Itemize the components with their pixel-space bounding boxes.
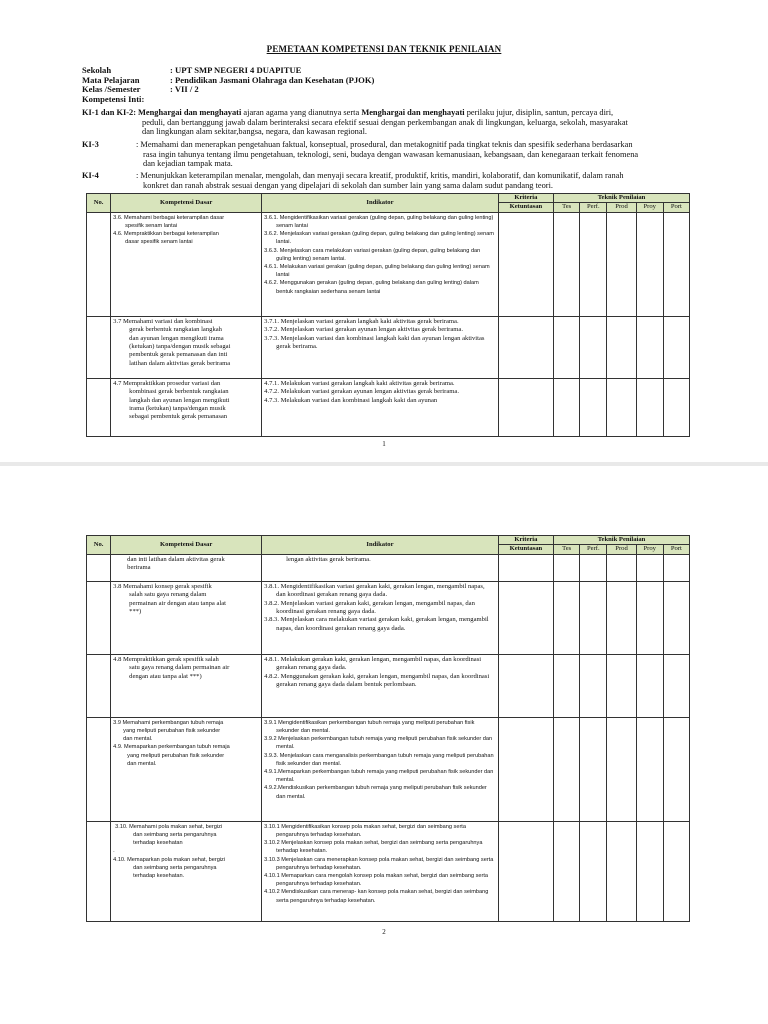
header-kriteria: Kriteria bbox=[498, 194, 553, 203]
info-row-school: Sekolah : UPT SMP NEGERI 4 DUAPITUE bbox=[82, 65, 302, 75]
header-port: Port bbox=[663, 203, 689, 212]
competency-table-page-2 bbox=[86, 535, 690, 922]
header-kriteria: Kriteria bbox=[498, 536, 553, 545]
page-number: 2 bbox=[382, 928, 386, 936]
table-row: 3.9 Memahami perkembangan tubuh remaja yang meliputi perubahan fisik sekunder dan mental. 4.9. Memaparkan perkembangan tubuh remaja yang meliputi perubahan fisik sekunder dan mental. 3.9.1 Mengidentifikasikan perkembangan tubuh remaja yang meliputi perubahan fisik sekunder dan mental. 3.9.2 Menjelaskan perkembangan tubuh remaja yang meliputi perubahan fisik sekunder dan mental. 3.9.3. Menjelaskan cara menganalisis perkembangan tubuh remaja yang meliputi perubahan fisik sekunder dan mental. 4.9.1.Memaparkan perkembangan tubuh remaja yang meliputi perubahan fisik sekunder dan mental. 4.9.2.Mendiskusikan perkembangan tubuh remaja yang meliputi perubahan fisik sekunder dan mental. bbox=[87, 717, 690, 821]
competency-table-page-1 bbox=[86, 193, 690, 437]
header-tes: Tes bbox=[554, 545, 580, 554]
header-ketuntasan: Ketuntasan bbox=[498, 545, 553, 554]
table-row: 4.8 Mempraktikkan gerak spesifik salah satu gaya renang dalam permainan air dengan atau tanpa alat ***) 4.8.1. Melakukan gerakan kaki, gerakan lengan, mengambil napas, dan koordinasi gerakan renang gaya dada. 4.8.2. Menggunakan gerakan kaki, gerakan lengan, mengambil napas, dan koordinasi gerakan renang gaya dada dalam bentuk perlombaan. bbox=[87, 654, 690, 717]
table-row: 3.10. Memahami pola makan sehat, bergizi dan seimbang serta pengaruhnya terhadap kesehatan . 4.10. Memaparkan pola makan sehat, bergizi dan seimbang serta pengaruhnya terhadap kesehatan. 3.10.1 Mengidentifikasikan konsep pola makan sehat, bergizi dan seimbang serta pengaruhnya terhadap kesehatan. 3.10.2 Menjelaskan konsep pola makan sehat, bergizi dan seimbang serta pengaruhnya terhadap kesehatan. 3.10.3 Menjelaskan cara menerapkan konsep pola makan sehat, bergizi dan seimbang serta pengaruhnya terhadap kesehatan. 4.10.1 Memaparkan cara mengolah konsep pola makan sehat, bergizi dan seimbang serta pengaruhnya terhadap kesehatan. 4.10.2 Mendiskusikan cara menerap- kan konsep pola makan sehat, bergizi dan seimbang serta pengaruhnya terhadap kesehatan. bbox=[87, 821, 690, 921]
header-perf: Perf. bbox=[580, 203, 607, 212]
table-row: dan inti latihan dalam aktivitas gerak berirama lengan aktivitas gerak berirama. bbox=[87, 554, 690, 581]
header-proy: Proy bbox=[636, 203, 663, 212]
table-row: 3.6. Memahami berbagai keterampilan dasar spesifik senam lantai 4.6. Mempraktikkan berbagai keterampilan dasar spesifik senam lantai 3.6.1. Mengidentifikasikan variasi gerakan (guling depan, guling belakang dan guling lenting) senam lantai 3.6.2. Menjelaskan variasi gerakan (guling depan, guling belakang dan guling lenting) senam lantai. 3.6.3. Menjelaskan cara melakukan variasi gerakan (guling depan, guling belakang dan guling lenting) senam lantai. 4.6.1. Melakukan variasi gerakan (guling depan, guling belakang dan guling lenting) senam lantai 4.6.2. Menggunakan gerakan (guling depan, guling belakang dan guling lenting) dalam bentuk rangkaian sederhana senam lantai bbox=[87, 212, 690, 316]
header-indikator: Indikator bbox=[262, 536, 499, 555]
page-number: 1 bbox=[382, 440, 386, 448]
header-tes: Tes bbox=[554, 203, 580, 212]
header-no: No. bbox=[87, 194, 111, 213]
header-no: No. bbox=[87, 536, 111, 555]
table-row: 3.7 Memahami variasi dan kombinasi gerak berbentuk rangkaian langkah dan ayunan lengan mengikuti irama (ketukan) tanpa/dengan musik sebagai pembentuk gerak pemanasan dan inti latihan dalam aktivitas gerak berirama 3.7.1. Menjelaskan variasi gerakan langkah kaki aktivitas gerak berirama. 3.7.2. Menjelaskan variasi gerakan ayunan lengan aktivitas gerak berirama. 3.7.3. Menjelaskan variasi dan kombinasi langkah kaki dan ayunan lengan aktivitas gerak berirama. bbox=[87, 316, 690, 378]
table-row: 3.8 Memahami konsep gerak spesifik salah satu gaya renang dalam permainan air dengan atau tanpa alat ***) 3.8.1. Mengidentifikasikan variasi gerakan kaki, gerakan lengan, mengambil napas, dan koordinasi gerakan renang gaya dada. 3.8.2. Menjelaskan variasi gerakan kaki, gerakan lengan, mengambil napas, dan koordinasi gerakan renang gaya dada. 3.8.3. Menjelaskan cara melakukan variasi gerakan kaki, gerakan lengan, mengambil napas, dan koordinasi gerakan renang gaya dada. bbox=[87, 581, 690, 654]
header-kd: Kompetensi Dasar bbox=[111, 194, 262, 213]
header-indikator: Indikator bbox=[262, 194, 499, 213]
info-row-ki: Kompetensi Inti: bbox=[82, 93, 145, 104]
header-teknik: Teknik Penilaian bbox=[554, 194, 690, 203]
header-kd: Kompetensi Dasar bbox=[111, 536, 262, 555]
info-row-subject: Mata Pelajaran : Pendidikan Jasmani Olahraga dan Kesehatan (PJOK) bbox=[82, 74, 375, 85]
school-info bbox=[82, 66, 374, 104]
header-port: Port bbox=[663, 545, 689, 554]
page-1: PEMETAAN KOMPETENSI DAN TEKNIK PENILAIAN Sekolah : UPT SMP NEGERI 4 DUAPITUE Mata Pelajaran : Pendidikan Jasmani Olahraga dan Kesehatan (PJOK) Kelas /Semester : VII / 2 Kompetensi Inti: KI-1 dan KI-2: Menghargai dan menghayati ajaran agama yang dianutnya serta Menghargai dan menghayati perilaku jujur, disiplin, santun, percaya diri, peduli, dan bertanggung jawab dalam berinteraksi secara efektif sesuai dengan perkembangan anak di lingkungan, keluarga, sekolah, masyarakat dan lingkungan alam sekitar,bangsa, negara, dan kawasan regional. KI-3 : Memahami dan menerapkan pengetahuan faktual, konseptual, prosedural, dan metakognitif pada tingkat teknis dan spesifik sederhana berdasarkan rasa ingin tahunya tentang ilmu pengetahuan, teknologi, seni, budaya dengan wawasan kemanusiaan, kebangsaan, dan kenegaraan terkait fenomena dan kejadian tampak mata. KI-4 : Menunjukkan keterampilan menalar, mengolah, dan menyaji secara kreatif, produktif, kritis, mandiri, kolaboratif, dan komunikatif, dalam ranah konkret dan ranah abstrak sesuai dengan yang dipelajari di sekolah dan sumber lain yang sama dalam sudut pandang teori. No. Kompetensi Dasar Indikator Kriteria Teknik Penilaian Ketuntasan Tes Perf. Prod Proy Port 3.6. Memahami berbagai keterampilan dasar spesifik senam lantai 4.6. Mempraktikkan berbagai keterampilan dasar spesifik senam lantai 3.6.1. Mengidentifikasikan variasi gerakan (guling depan, guling belakang dan guling lenting) senam lantai 3.6.2. Menjelaskan variasi gerakan (guling depan, guling belakang dan guling lenting) senam lantai. 3.6.3. Menjelaskan cara melakukan variasi gerakan (guling depan, guling belakang dan guling lenting) senam lantai. 4.6.1. Melakukan variasi gerakan (guling depan, guling belakang dan guling lenting) senam lantai 4.6.2. Menggunakan gerakan (guling depan, guling belakang dan guling lenting) dalam bentuk rangkaian sederhana senam lantai 3.7 Memahami variasi dan kombinasi gerak berbentuk rangkaian langkah dan ayunan lengan mengikuti irama (ketukan) tanpa/dengan musik sebagai pembentuk gerak pemanasan dan inti latihan dalam aktivitas gerak berirama 3.7.1. Menjelaskan variasi gerakan langkah kaki aktivitas gerak berirama. 3.7.2. Menjelaskan variasi gerakan ayunan lengan aktivitas gerak berirama. 3.7.3. Menjelaskan variasi dan kombinasi langkah kaki dan ayunan lengan aktivitas gerak berirama. 4.7 Mempraktikkan prosedur variasi dan kombinasi gerak berbentuk rangkaian langkah dan ayunan lengan mengikuti irama (ketukan) tanpa/dengan musik sebagai pembentuk gerak pemanasan 4.7.1. Melakukan variasi gerakan langkah kaki aktivitas gerak berirama. 4.7.2. Melakukan variasi gerakan ayunan lengan aktivitas gerak berirama. 4.7.3. Melakukan variasi dan kombinasi langkah kaki dan ayunan 1 bbox=[0, 0, 768, 466]
page-2 bbox=[0, 466, 768, 1024]
document-title: PEMETAAN KOMPETENSI DAN TEKNIK PENILAIAN bbox=[266, 44, 502, 54]
header-prod: Prod bbox=[607, 545, 636, 554]
header-proy: Proy bbox=[636, 545, 663, 554]
header-ketuntasan: Ketuntasan bbox=[498, 203, 553, 212]
info-row-class: Kelas /Semester : VII / 2 bbox=[82, 84, 199, 95]
header-prod: Prod bbox=[607, 203, 636, 212]
header-teknik: Teknik Penilaian bbox=[554, 536, 690, 545]
table-row: 4.7 Mempraktikkan prosedur variasi dan kombinasi gerak berbentuk rangkaian langkah dan ayunan lengan mengikuti irama (ketukan) tanpa/dengan musik sebagai pembentuk gerak pemanasan 4.7.1. Melakukan variasi gerakan langkah kaki aktivitas gerak berirama. 4.7.2. Melakukan variasi gerakan ayunan lengan aktivitas gerak berirama. 4.7.3. Melakukan variasi dan kombinasi langkah kaki dan ayunan bbox=[87, 378, 690, 436]
header-perf: Perf. bbox=[580, 545, 607, 554]
